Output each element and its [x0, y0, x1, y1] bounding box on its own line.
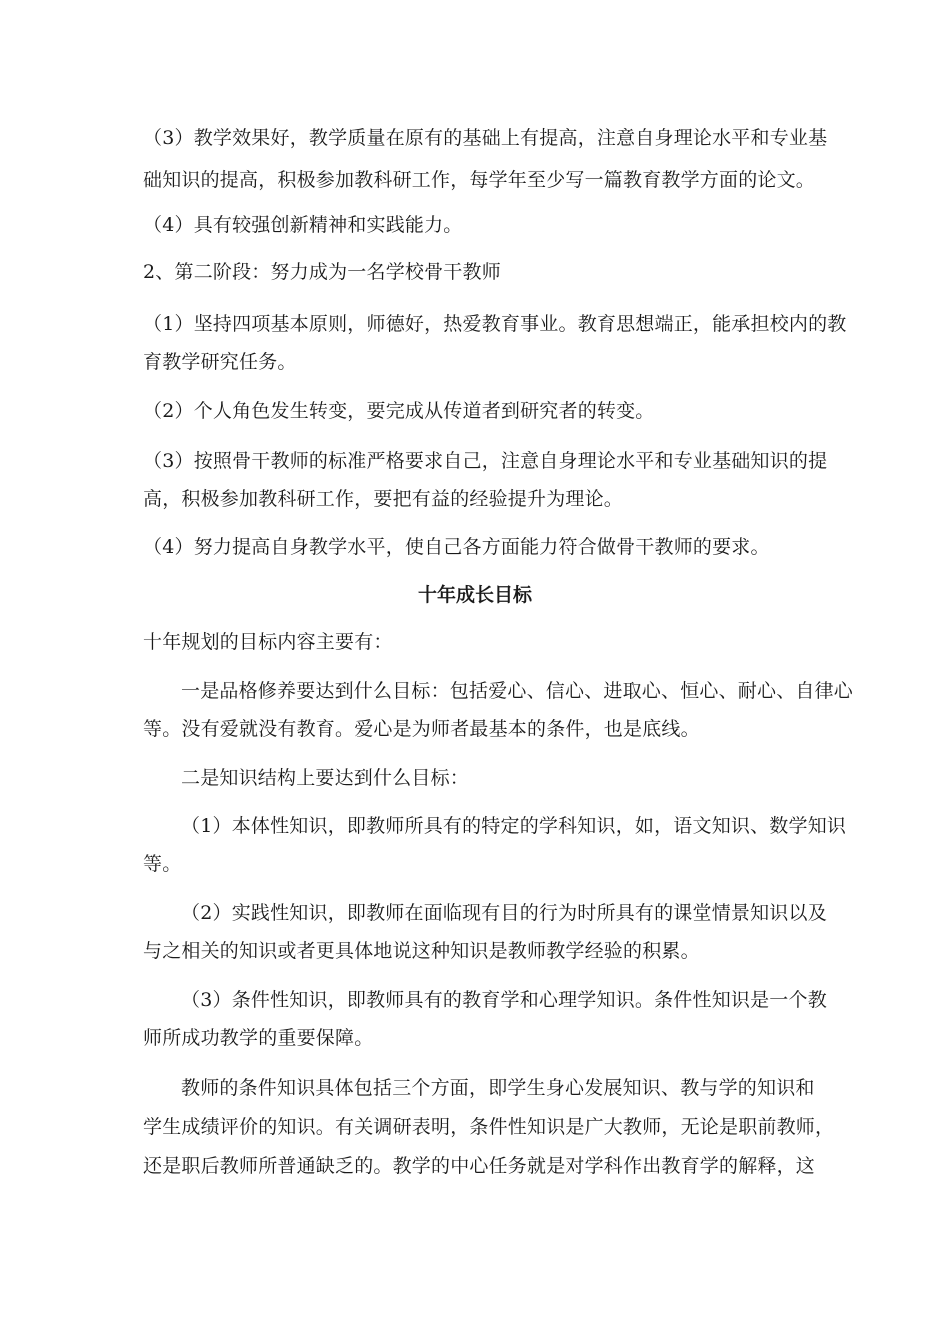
goal-2-item-1-line-2: 等。 — [143, 853, 182, 875]
goal-2-item-1-line-1: （1）本体性知识，即教师所具有的特定的学科知识，如，语文知识、数学知识 — [181, 815, 847, 837]
paragraph-line-1: 教师的条件知识具体包括三个方面，即学生身心发展知识、教与学的知识和 — [181, 1077, 815, 1099]
stage1-item-4: （4）具有较强创新精神和实践能力。 — [143, 214, 463, 236]
goal-2-item-2-line-1: （2）实践性知识，即教师在面临现有目的行为时所具有的课堂情景知识以及 — [181, 902, 827, 924]
stage1-item-3-line-1: （3）教学效果好，教学质量在原有的基础上有提高，注意自身理论水平和专业基 — [143, 127, 828, 149]
plan-intro: 十年规划的目标内容主要有： — [143, 631, 393, 653]
stage2-heading: 2、第二阶段：努力成为一名学校骨干教师 — [143, 261, 501, 283]
stage1-item-3-line-2: 础知识的提高，积极参加教科研工作，每学年至少写一篇教育教学方面的论文。 — [143, 169, 816, 191]
goal-2-item-3-line-2: 师所成功教学的重要保障。 — [143, 1027, 374, 1049]
goal-1-line-1: 一是品格修养要达到什么目标：包括爱心、信心、进取心、恒心、耐心、自律心 — [181, 680, 854, 702]
goal-1-line-2: 等。没有爱就没有教育。爱心是为师者最基本的条件，也是底线。 — [143, 718, 700, 740]
section-title: 十年成长目标 — [417, 584, 532, 606]
stage2-item-3-line-2: 高，积极参加教科研工作，要把有益的经验提升为理论。 — [143, 488, 624, 510]
goal-2-item-3-line-1: （3）条件性知识，即教师具有的教育学和心理学知识。条件性知识是一个教 — [181, 989, 827, 1011]
stage2-item-3-line-1: （3）按照骨干教师的标准严格要求自己，注意自身理论水平和专业基础知识的提 — [143, 450, 828, 472]
stage2-item-4: （4）努力提高自身教学水平，使自己各方面能力符合做骨干教师的要求。 — [143, 536, 770, 558]
goal-2-heading: 二是知识结构上要达到什么目标： — [181, 767, 470, 789]
paragraph-line-2: 学生成绩评价的知识。有关调研表明，条件性知识是广大教师，无论是职前教师， — [143, 1116, 835, 1138]
goal-2-item-2-line-2: 与之相关的知识或者更具体地说这种知识是教师教学经验的积累。 — [143, 940, 700, 962]
stage2-item-1-line-2: 育教学研究任务。 — [143, 351, 297, 373]
stage2-item-2: （2）个人角色发生转变，要完成从传道者到研究者的转变。 — [143, 400, 655, 422]
stage2-item-1-line-1: （1）坚持四项基本原则，师德好，热爱教育事业。教育思想端正，能承担校内的教 — [143, 313, 847, 335]
paragraph-line-3: 还是职后教师所普通缺乏的。教学的中心任务就是对学科作出教育学的解释，这 — [143, 1155, 816, 1177]
